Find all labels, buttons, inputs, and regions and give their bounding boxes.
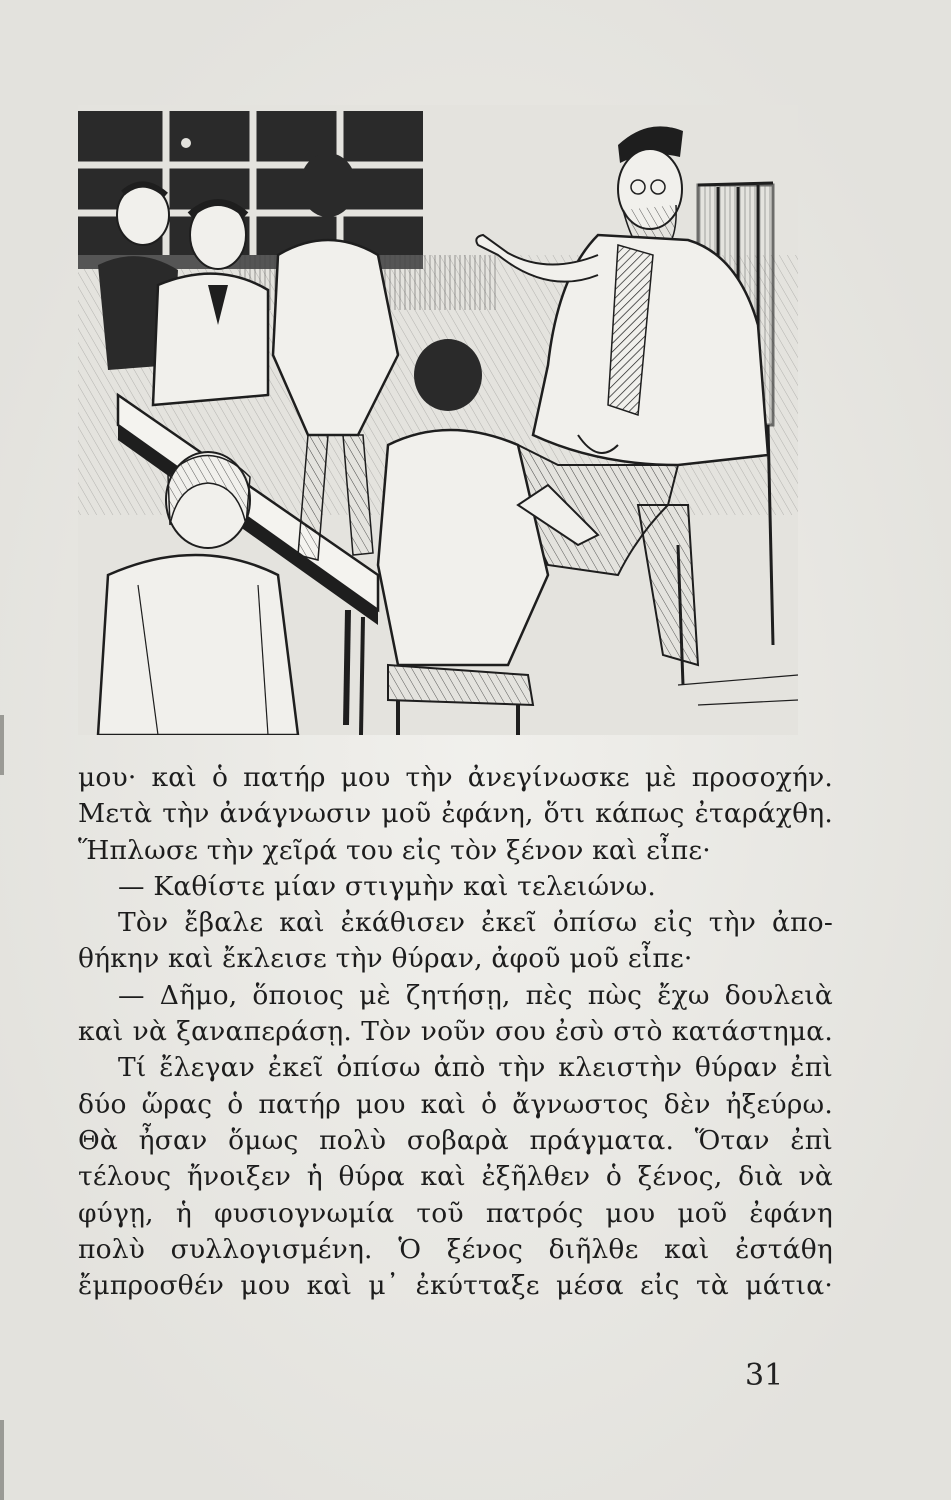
text-line: τέλους ἤνοιξεν ἡ θύρα καὶ ἐξῆλθεν ὁ ξένος, διὰ νὰ xyxy=(78,1161,833,1193)
text-line: — Δῆμο, ὅποιος μὲ ζητήσῃ, πὲς πὼς ἔχω δουλειὰ xyxy=(118,979,833,1011)
text-line: Τὸν ἔβαλε καὶ ἐκάθισεν ἐκεῖ ὀπίσω εἰς τὴν ἀπο- xyxy=(118,907,833,939)
text-line: Μετὰ τὴν ἀνάγνωσιν μοῦ ἐφάνη, ὅτι κάπως ἐταράχθη. xyxy=(78,798,833,830)
classroom-illustration xyxy=(78,105,798,735)
text-line: πολὺ συλλογισμένη. Ὁ ξένος διῆλθε καὶ ἐστάθη xyxy=(78,1233,833,1265)
text-line: Θὰ ἦσαν ὅμως πολὺ σοβαρὰ πράγματα. Ὅταν ἐπὶ xyxy=(78,1124,833,1156)
text-line: φύγῃ, ἡ φυσιογνωμία τοῦ πατρός μου μοῦ ἐφάνη xyxy=(78,1197,833,1229)
page-edge-mark xyxy=(0,1420,4,1500)
text-line: καὶ νὰ ξαναπεράσῃ. Τὸν νοῦν σου ἐσὺ στὸ κατάστημα. xyxy=(78,1016,833,1048)
page-number: 31 xyxy=(745,1358,784,1393)
page-edge-mark xyxy=(0,715,4,775)
text-line: Τί ἔλεγαν ἐκεῖ ὀπίσω ἀπὸ τὴν κλειστὴν θύραν ἐπὶ xyxy=(118,1052,833,1084)
text-line: ἔμπροσθέν μου καὶ μ᾽ ἐκύτταξε μέσα εἰς τὰ μάτια· xyxy=(78,1270,833,1302)
classroom-engraving-image xyxy=(78,105,798,735)
text-line: θήκην καὶ ἔκλεισε τὴν θύραν, ἀφοῦ μοῦ εἶπε· xyxy=(78,943,693,975)
text-line: δύο ὥρας ὁ πατήρ μου καὶ ὁ ἄγνωστος δὲν ἠξεύρω. xyxy=(78,1088,833,1120)
text-line: Ἥπλωσε τὴν χεῖρά του εἰς τὸν ξένον καὶ εἶπε· xyxy=(78,834,711,866)
body-text xyxy=(78,760,833,1304)
text-line: — Καθίστε μίαν στιγμὴν καὶ τελειώνω. xyxy=(118,870,657,902)
text-line: μου· καὶ ὁ πατήρ μου τὴν ἀνεγίνωσκε μὲ προσοχήν. xyxy=(78,762,833,793)
